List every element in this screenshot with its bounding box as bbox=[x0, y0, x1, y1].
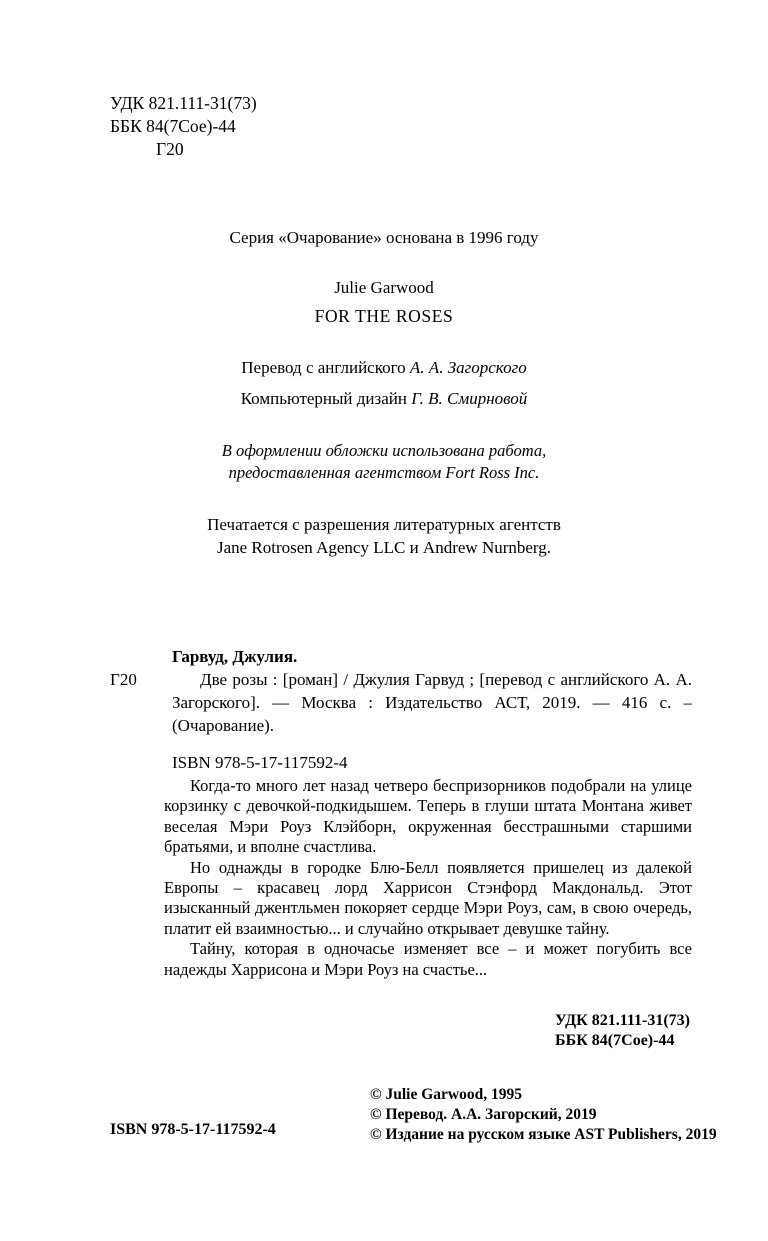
cover-artwork-credit bbox=[0, 440, 768, 484]
translation-credit bbox=[0, 357, 768, 379]
annotation-paragraph: Тайну, которая в одночасье изменяет все – и может погубить все надежды Харрисона и Мэри Роуз на счастье... bbox=[164, 939, 692, 979]
classification-codes bbox=[110, 92, 257, 161]
annotation-paragraph: Но однажды в городке Блю-Белл появляется пришелец из далекой Европы – красавец лорд Харрисон Стэнфорд Макдональд. Этот изысканный джентльмен покоряет сердце Мэри Роуз, сам, в свою очередь, платит ей взаимностью... и случайно открывает девушке тайну. bbox=[164, 857, 692, 938]
translator-name: А. А. Загорского bbox=[409, 358, 527, 377]
original-author: Julie Garwood bbox=[334, 278, 434, 297]
bbk-code: ББК 84(7Сое)-44 bbox=[110, 116, 236, 136]
series-line: Серия «Очарование» основана в 1996 году bbox=[229, 228, 539, 247]
record-description-wrapper bbox=[110, 668, 692, 737]
udk-code: УДК 821.111-31(73) bbox=[110, 93, 257, 113]
permission-notice bbox=[0, 513, 768, 559]
isbn-bottom: ISBN 978-5-17-117592-4 bbox=[110, 1121, 276, 1138]
record-description: Две розы : [роман] / Джулия Гарвуд ; [перевод с английского А. А. Загорского]. — Москва : Издательство АСТ, 2019. — 416 с. – (Очарование). bbox=[172, 670, 692, 735]
cover-credit-line-1: В оформлении обложки использована работа, bbox=[221, 441, 547, 460]
classification-codes-repeat bbox=[555, 1011, 690, 1051]
design-label: Компьютерный дизайн bbox=[240, 389, 412, 408]
annotation-block bbox=[164, 776, 692, 980]
copyright-block bbox=[370, 1085, 717, 1145]
permission-line-2: Jane Rotrosen Agency LLC и Andrew Nurnberg. bbox=[216, 538, 552, 557]
copyright-line: © Julie Garwood, 1995 bbox=[370, 1086, 522, 1103]
record-shelfmark: Г20 bbox=[110, 670, 137, 689]
record-author-heading: Гарвуд, Джулия. bbox=[172, 647, 298, 666]
permission-line-1: Печатается с разрешения литературных агентств bbox=[207, 515, 561, 534]
record-isbn: ISBN 978-5-17-117592-4 bbox=[172, 753, 348, 772]
udk-code-repeat: УДК 821.111-31(73) bbox=[555, 1012, 690, 1029]
design-credit bbox=[0, 388, 768, 410]
bbk-code-repeat: ББК 84(7Сое)-44 bbox=[555, 1032, 675, 1049]
front-matter-block bbox=[0, 227, 768, 559]
copyright-line: © Издание на русском языке AST Publishers, 2019 bbox=[370, 1126, 717, 1143]
bibliographic-record bbox=[110, 645, 692, 774]
annotation-paragraph: Когда-то много лет назад четверо беспризорников подобрали на улице корзинку с девочкой-подкидышем. Теперь в глуши штата Монтана живет веселая Мэри Роуз Клэйборн, окруженная бесстрашными старшими братьями, и вполне счастлива. bbox=[164, 776, 692, 857]
cover-credit-line-2: предоставленная агентством Fort Ross Inc. bbox=[228, 463, 540, 482]
shelfmark-code: Г20 bbox=[156, 139, 184, 159]
original-title: FOR THE ROSES bbox=[314, 306, 454, 326]
copyright-line: © Перевод. А.А. Загорский, 2019 bbox=[370, 1106, 597, 1123]
translation-label: Перевод с английского bbox=[241, 358, 410, 377]
designer-name: Г. В. Смирновой bbox=[411, 389, 528, 408]
